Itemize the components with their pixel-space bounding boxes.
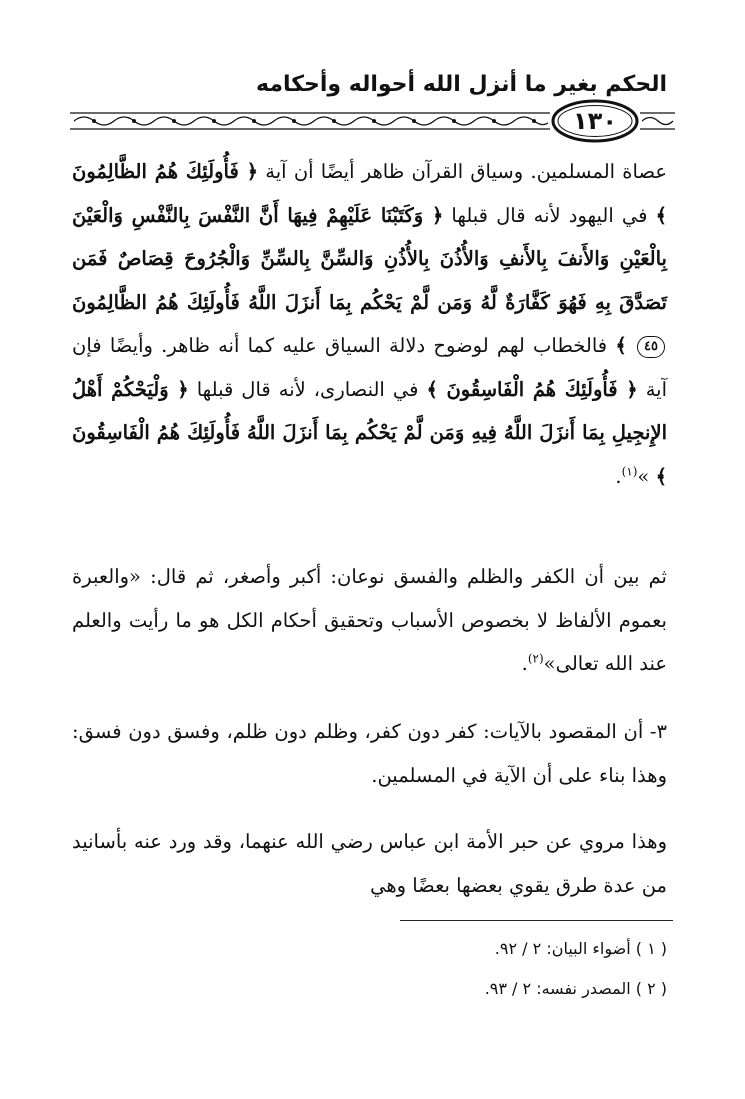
quran-bracket: ﴾	[615, 334, 627, 357]
paragraph-3	[72, 710, 667, 797]
page-number-badge	[550, 98, 640, 144]
decorative-border	[70, 108, 550, 134]
text-segment: فالخطاب لهم لوضوح دلالة السياق عليه كما أنه ظاهر. وأيضًا فإن آية	[72, 334, 667, 401]
paragraph-1	[72, 150, 667, 498]
period: .	[615, 464, 622, 488]
paragraph-4	[72, 820, 667, 907]
border-end-ornament	[640, 110, 675, 132]
quran-verse: ﴿ فَأُولَئِكَ هُمُ الظَّالِمُونَ ﴾	[72, 160, 668, 227]
text-segment: عصاة المسلمين. وسياق القرآن ظاهر أيضًا أن آية	[265, 160, 668, 183]
text-segment: ثم بين أن الكفر والظلم والفسق نوعان: أكبر وأصغر، ثم قال: «والعبرة بعموم الألفاظ لا بخصوص الأسباب وتحقيق أحكام الكل هو ما رأيت والعلم عند الله تعالى»	[72, 565, 667, 675]
quran-verse: ﴿ وَكَتَبْنَا عَلَيْهِمْ فِيهَا أَنَّ النَّفْسَ بِالنَّفْسِ وَالْعَيْنَ بِالْعَيْنِ وَالأَنفَ بِالأَنفِ وَالأُذُنَ بِالأُذُنِ وَالسِّنَّ بِالسِّنِّ وَالْجُرُوحَ قِصَاصٌ فَمَن تَصَدَّقَ بِهِ فَهُوَ كَفَّارَةٌ لَّهُ وَمَن لَّمْ يَحْكُم بِمَا أَنزَلَ اللَّهُ فَأُولَئِكَ هُمُ الظَّالِمُونَ	[72, 203, 667, 314]
quran-verse: ﴿ فَأُولَئِكَ هُمُ الْفَاسِقُونَ ﴾	[426, 377, 638, 401]
text-segment: في اليهود لأنه قال قبلها	[451, 203, 648, 227]
footnote-1: ( ١ ) أضواء البيان: ٢ / ٩٢.	[494, 939, 667, 958]
footnote-2: ( ٢ ) المصدر نفسه: ٢ / ٩٣.	[484, 979, 667, 998]
footnote-divider	[400, 920, 673, 921]
ayah-number: ٤٥	[637, 336, 665, 358]
running-header-title: الحكم بغير ما أنزل الله أحواله وأحكامه	[255, 72, 667, 97]
quran-verse: ﴿ وَلْيَحْكُمْ أَهْلُ الإِنجِيلِ بِمَا أَنزَلَ اللَّهُ فِيهِ وَمَن لَّمْ يَحْكُم بِمَا أَنزَلَ اللَّهُ فَأُولَئِكَ هُمُ الْفَاسِقُونَ ﴾	[72, 377, 667, 488]
text-segment: وهذا مروي عن حبر الأمة ابن عباس رضي الله عنهما، وقد ورد عنه بأسانيد من عدة طرق يقوي بعضها بعضًا وهي	[72, 830, 667, 897]
text-segment: ٣- أن المقصود بالآيات: كفر دون كفر، وظلم دون ظلم، وفسق دون فسق: وهذا بناء على أن الآية في المسلمين.	[72, 720, 667, 787]
footnote-reference: (٢)	[527, 651, 544, 666]
text-segment: في النصارى، لأنه قال قبلها	[196, 377, 419, 401]
page-number: ١٣٠	[573, 107, 617, 135]
footnote-reference: (١)	[621, 464, 638, 478]
closing-quote: »	[637, 464, 650, 488]
period: .	[521, 652, 528, 675]
paragraph-2	[72, 555, 667, 686]
